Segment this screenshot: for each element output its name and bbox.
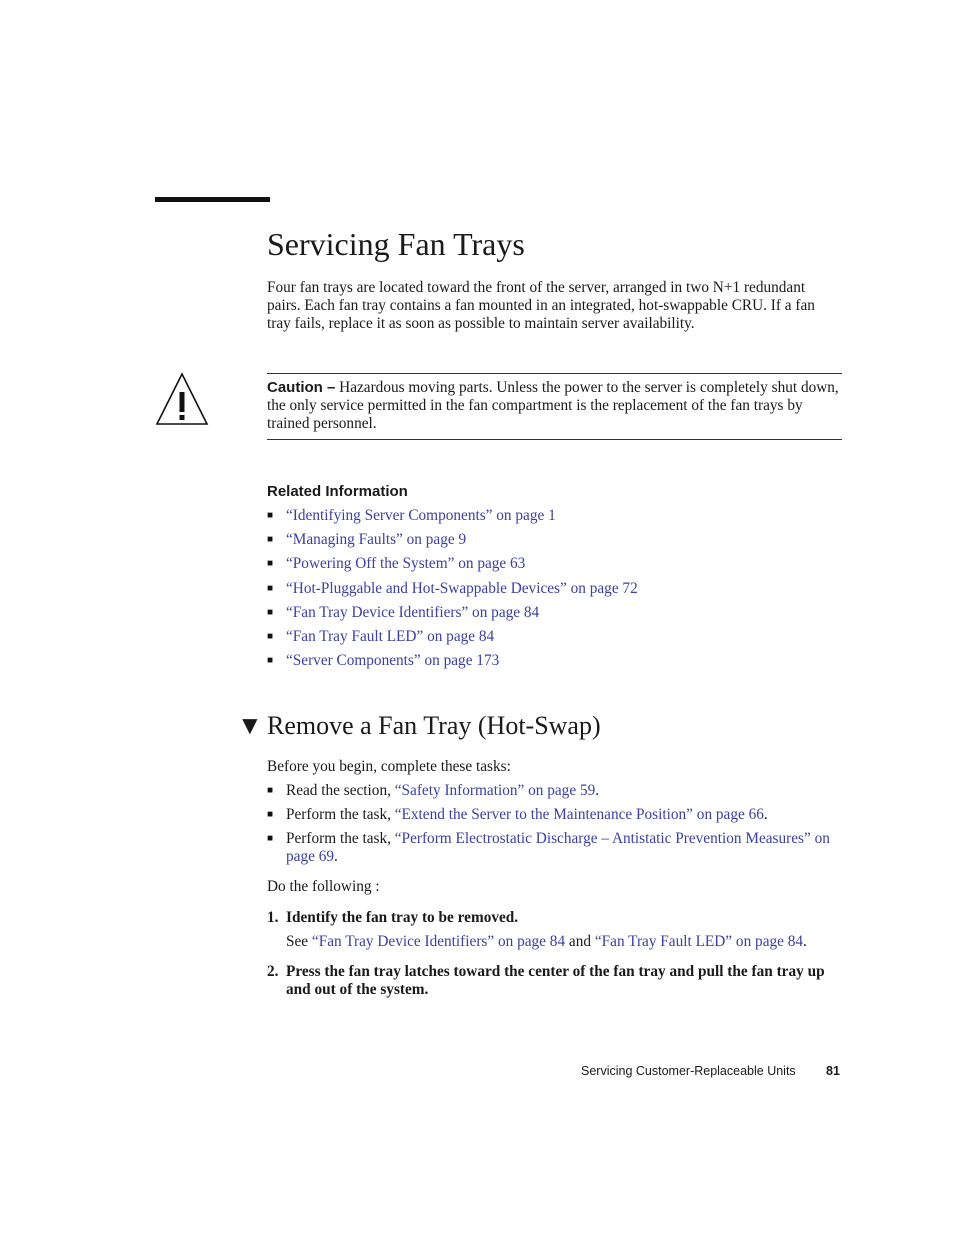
caution-label: Caution – xyxy=(267,379,336,396)
related-link[interactable]: “Powering Off the System” on page 63 xyxy=(286,555,526,573)
related-link[interactable]: “Fan Tray Fault LED” on page 84 xyxy=(286,627,495,645)
bullet-icon: ■ xyxy=(267,606,274,618)
caution-bottom-rule xyxy=(267,439,842,440)
step-item xyxy=(267,963,839,999)
intro-paragraph: Four fan trays are located toward the front of the server, arranged in two N+1 redundant pairs. Each fan tray contains a fan mounted in an integrated, hot-swappable CRU. If a fan tray fails, replace it as soon as possible to maintain server availability. xyxy=(267,279,815,332)
prereq-suffix: . xyxy=(334,848,338,865)
warning-triangle-icon xyxy=(155,372,209,426)
prereq-text: Perform the task, xyxy=(286,830,395,847)
footer-page-number: 81 xyxy=(826,1064,840,1078)
related-link[interactable]: “Managing Faults” on page 9 xyxy=(286,531,467,549)
section-heading xyxy=(237,708,601,744)
step-title: Identify the fan tray to be removed. xyxy=(286,909,519,926)
step-title: Press the fan tray latches toward the center of the fan tray and pull the fan tray up and out of the system. xyxy=(286,963,825,998)
prereq-suffix: . xyxy=(763,806,768,823)
procedure-steps xyxy=(267,909,839,999)
bullet-icon: ■ xyxy=(267,582,274,594)
before-you-begin-text: Before you begin, complete these tasks: xyxy=(267,758,511,775)
prereq-text: Perform the task, xyxy=(286,806,395,823)
list-item xyxy=(267,555,638,579)
list-item xyxy=(267,531,638,555)
prerequisite-list xyxy=(267,782,837,872)
step-number: 1. xyxy=(267,909,279,926)
related-link[interactable]: “Server Components” on page 173 xyxy=(286,652,500,670)
bullet-icon: ■ xyxy=(267,510,274,521)
related-information-heading: Related Information xyxy=(267,483,408,500)
step-link[interactable]: “Fan Tray Device Identifiers” on page 84 xyxy=(311,933,566,950)
list-item xyxy=(267,782,837,800)
list-item xyxy=(267,652,638,676)
step-number: 2. xyxy=(267,963,279,980)
list-item xyxy=(267,806,837,824)
step-detail xyxy=(286,933,839,951)
list-item xyxy=(267,507,638,531)
page-title: Servicing Fan Trays xyxy=(267,226,525,262)
step-link[interactable]: “Fan Tray Fault LED” on page 84 xyxy=(594,933,804,950)
triangle-down-icon: ▼ xyxy=(237,711,263,740)
bullet-icon: ■ xyxy=(267,630,274,642)
bullet-icon: ■ xyxy=(267,534,274,546)
related-link[interactable]: “Identifying Server Components” on page 1 xyxy=(286,507,556,524)
list-item xyxy=(267,830,837,866)
list-item xyxy=(267,580,638,604)
list-item xyxy=(267,628,638,652)
bullet-icon: ■ xyxy=(267,655,274,667)
related-link[interactable]: “Fan Tray Device Identifiers” on page 84 xyxy=(286,603,540,621)
related-link[interactable]: “Hot-Pluggable and Hot-Swappable Devices” on page 72 xyxy=(286,579,638,597)
list-item xyxy=(267,604,638,628)
step-detail-text: . xyxy=(803,933,807,950)
step-item xyxy=(267,909,839,951)
prereq-link[interactable]: “Perform Electrostatic Discharge – Antistatic Prevention Measures” on page 69 xyxy=(286,830,830,865)
prereq-text: Read the section, xyxy=(286,782,395,799)
bullet-icon: ■ xyxy=(267,558,274,570)
caution-notice xyxy=(267,379,842,433)
step-detail-text: and xyxy=(565,933,595,950)
step-detail-text: See xyxy=(286,933,312,950)
related-links-list xyxy=(267,507,638,676)
bullet-icon: ■ xyxy=(267,833,274,844)
section-heading-text: Remove a Fan Tray (Hot-Swap) xyxy=(267,711,601,740)
bullet-icon: ■ xyxy=(267,785,274,796)
prereq-suffix: . xyxy=(595,782,600,799)
caution-top-rule xyxy=(267,373,842,374)
chapter-rule xyxy=(155,197,270,202)
prereq-link[interactable]: “Extend the Server to the Maintenance Position” on page 66 xyxy=(394,806,764,823)
prereq-link[interactable]: “Safety Information” on page 59 xyxy=(394,782,596,799)
footer-chapter-title: Servicing Customer-Replaceable Units xyxy=(581,1064,796,1078)
caution-text: Hazardous moving parts. Unless the power to the server is completely shut down, the only service permitted in the fan compartment is the replacement of the fan trays by trained personnel. xyxy=(267,379,839,432)
do-following-text: Do the following : xyxy=(267,878,380,895)
bullet-icon: ■ xyxy=(267,809,274,820)
